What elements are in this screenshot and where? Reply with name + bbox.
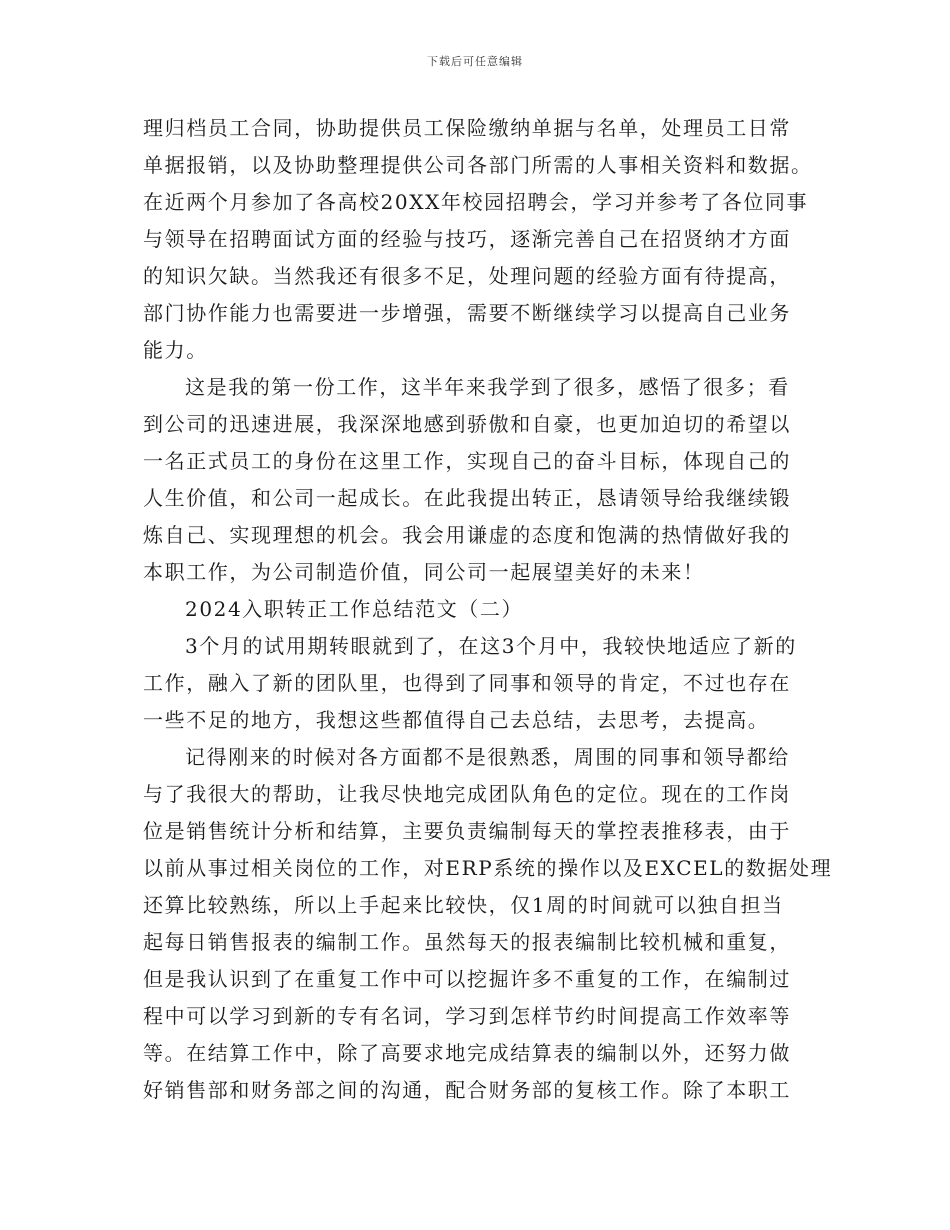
- text-line: 本职工作，为公司制造价值，同公司一起展望美好的未来！: [143, 560, 705, 584]
- text-line: 位是销售统计分析和结算，主要负责编制每天的掌控表推移表，由于: [143, 819, 791, 843]
- text-line: 炼自己、实现理想的机会。我会用谦虚的态度和饱满的热情做好我的: [143, 523, 791, 547]
- text-line: 单据报销，以及协助整理提供公司各部门所需的人事相关资料和数据。: [143, 153, 813, 177]
- text-line: 以前从事过相关岗位的工作，对ERP系统的操作以及EXCEL的数据处理: [143, 856, 833, 880]
- document-body: [143, 110, 833, 1109]
- text-line: 与了我很大的帮助，让我尽快地完成团队角色的定位。现在的工作岗: [143, 782, 791, 806]
- text-line: 一名正式员工的身份在这里工作，实现自己的奋斗目标，体现自己的: [143, 449, 791, 473]
- text-line: 等。在结算工作中，除了高要求地完成结算表的编制以外，还努力做: [143, 1041, 791, 1065]
- text-line: 好销售部和财务部之间的沟通，配合财务部的复核工作。除了本职工: [143, 1078, 791, 1102]
- text-line: 一些不足的地方，我想这些都值得自己去总结，去思考，去提高。: [143, 708, 770, 732]
- text-line: 到公司的迅速进展，我深深地感到骄傲和自豪，也更加迫切的希望以: [143, 412, 791, 436]
- text-line: 程中可以学习到新的专有名词，学习到怎样节约时间提高工作效率等: [143, 1004, 791, 1028]
- text-line: 3个月的试用期转眼就到了，在这3个月中，我较快地适应了新的: [185, 634, 797, 658]
- text-line: 起每日销售报表的编制工作。虽然每天的报表编制比较机械和重复，: [143, 930, 791, 954]
- text-line: 2024入职转正工作总结范文（二）: [185, 597, 524, 621]
- page-header: 下载后可任意编辑: [427, 55, 523, 68]
- text-line: 这是我的第一份工作，这半年来我学到了很多，感悟了很多；看: [185, 375, 790, 399]
- text-line: 记得刚来的时候对各方面都不是很熟悉，周围的同事和领导都给: [185, 745, 790, 769]
- text-line: 与领导在招聘面试方面的经验与技巧，逐渐完善自己在招贤纳才方面: [143, 227, 791, 251]
- text-line: 在近两个月参加了各高校20XX年校园招聘会，学习并参考了各位同事: [143, 190, 809, 214]
- text-line: 的知识欠缺。当然我还有很多不足，处理问题的经验方面有待提高，: [143, 264, 791, 288]
- text-line: 人生价值，和公司一起成长。在此我提出转正，恳请领导给我继续锻: [143, 486, 791, 510]
- text-line: 理归档员工合同，协助提供员工保险缴纳单据与名单，处理员工日常: [143, 116, 791, 140]
- text-line: 工作，融入了新的团队里，也得到了同事和领导的肯定，不过也存在: [143, 671, 791, 695]
- text-line: 还算比较熟练，所以上手起来比较快，仅1周的时间就可以独自担当: [143, 893, 784, 917]
- text-line: 但是我认识到了在重复工作中可以挖掘许多不重复的工作，在编制过: [143, 967, 791, 991]
- text-line: 部门协作能力也需要进一步增强，需要不断继续学习以提高自己业务: [143, 301, 791, 325]
- text-line: 能力。: [143, 338, 208, 362]
